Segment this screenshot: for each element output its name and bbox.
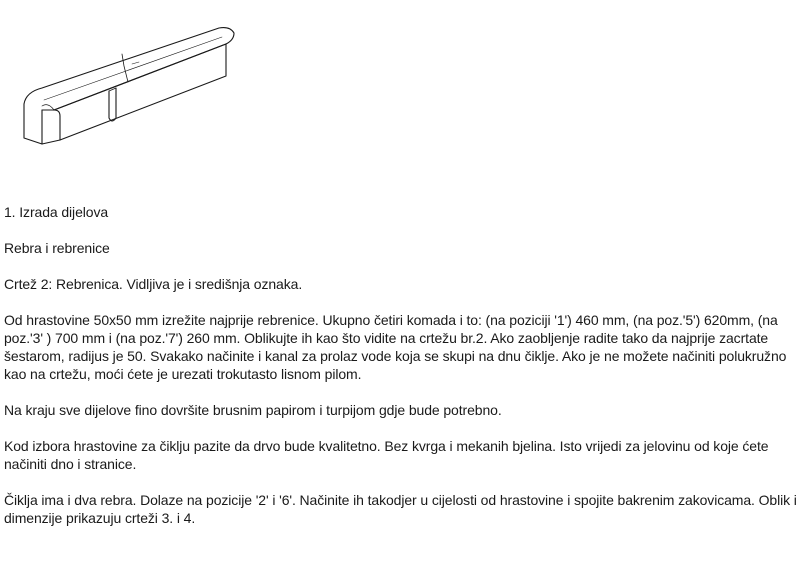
paragraph-wood-selection: Kod izbora hrastovine za čiklju pazite da drvo bude kvalitetno. Bez kvrga i mekanih bjelina. Isto vrijedi za jelovinu od koje ćete načiniti dno i stranice. (4, 438, 769, 472)
paragraph-two-ribs: Čiklja ima i dva rebra. Dolaze na pozicije '2' i '6'. Načinite ih takodjer u cijelosti od hrastovine i spojite bakrenim zakovicama. Oblik i dimenzije prikazuju crteži 3. i 4. (4, 492, 797, 526)
rebrenica-drawing (14, 6, 244, 156)
figure-caption: Crtež 2: Rebrenica. Vidljiva je i središnja oznaka. (4, 276, 303, 292)
section-heading: 1. Izrada dijelova (4, 204, 109, 220)
section-subheading: Rebra i rebrenice (4, 240, 110, 256)
document-body (4, 203, 804, 545)
paragraph-finishing: Na kraju sve dijelove fino dovršite brusnim papirom i turpijom gdje bude potrebno. (4, 402, 502, 418)
paragraph-cutting-ribs: Od hrastovine 50x50 mm izrežite najprije rebrenice. Ukupno četiri komada i to: (na poziciji '1') 460 mm, (na poz.'5') 620mm, (na poz.'3' ) 700 mm i (na poz.'7') 260 mm. Oblikujte ih kao što vidite na crtežu br.2. Ako zaobljenje radite tako da najprije zacrtate šestarom, radijus je 50. Svakako načinite i kanal za prolaz vode koja se skupi na dnu čiklje. Ako je ne možete načiniti polukružno kao na crtežu, moći ćete je urezati trokutasto lisnom pilom. (4, 312, 787, 382)
wooden-rib-drawing-icon (14, 6, 244, 156)
